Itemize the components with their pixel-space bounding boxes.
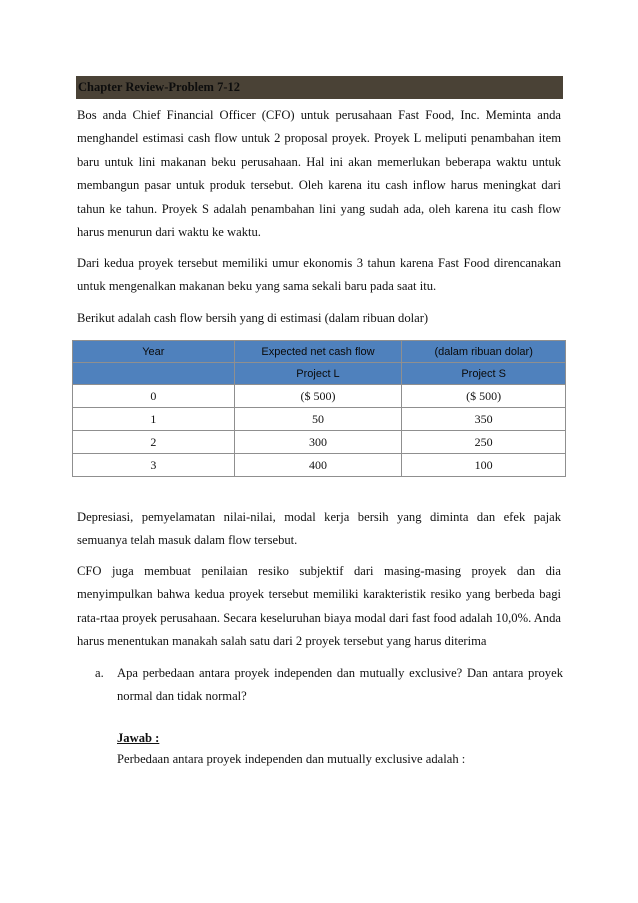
- cell-project-l: 50: [234, 408, 402, 431]
- intro-paragraph: Bos anda Chief Financial Officer (CFO) untuk perusahaan Fast Food, Inc. Meminta anda menghandel estimasi cash flow untuk 2 proposal proyek. Proyek L meliputi penambahan item baru untuk lini makanan beku perusahaan. Hal ini akan memerlukan beberapa waktu untuk membangun pasar untuk produk tersebut. Oleh karena itu cash inflow harus meningkat dari tahun ke tahun. Proyek S adalah penambahan lini yang sudah ada, oleh karena itu cash flow harus menurun dari waktu ke waktu.: [77, 108, 561, 240]
- table-intro-paragraph: Berikut adalah cash flow bersih yang di estimasi (dalam ribuan dolar): [77, 311, 429, 325]
- cell-project-l: ($ 500): [234, 385, 402, 408]
- cell-year: 2: [73, 431, 235, 454]
- header-expected-net-cash-flow: Expected net cash flow: [234, 341, 402, 363]
- cell-project-s: 100: [402, 454, 566, 477]
- table-row: [73, 408, 566, 431]
- answer-text: Perbedaan antara proyek independen dan mutually exclusive adalah :: [117, 752, 466, 766]
- table-row: [73, 385, 566, 408]
- cell-project-l: 300: [234, 431, 402, 454]
- cell-year: 3: [73, 454, 235, 477]
- chapter-heading: Chapter Review-Problem 7-12: [76, 76, 563, 99]
- question-a: [95, 662, 563, 709]
- economic-life-paragraph: Dari kedua proyek tersebut memiliki umur ekonomis 3 tahun karena Fast Food direncanakan untuk mengenalkan makanan beku yang sama sekali baru pada saat itu.: [77, 256, 561, 294]
- cash-flow-table: [72, 340, 566, 477]
- table-subheader-row: [73, 363, 566, 385]
- cell-project-l: 400: [234, 454, 402, 477]
- risk-paragraph: CFO juga membuat penilaian resiko subjektif dari masing-masing proyek dan dia menyimpulkan bahwa kedua proyek tersebut memiliki karakteristik resiko yang berbeda bagi rata-rtaa proyek perusahaan. Secara keseluruhan biaya modal dari fast food adalah 10,0%. Anda harus menentukan manakah salah satu dari 2 proyek tersebut yang harus diterima: [77, 564, 561, 649]
- list-marker: a.: [95, 666, 104, 680]
- depreciation-paragraph: Depresiasi, pemyelamatan nilai-nilai, modal kerja bersih yang diminta dan efek pajak semuanya telah masuk dalam flow tersebut.: [77, 510, 561, 548]
- header-year: Year: [73, 341, 235, 363]
- subheader-project-s: Project S: [402, 363, 566, 385]
- subheader-project-l: Project L: [234, 363, 402, 385]
- question-text: Apa perbedaan antara proyek independen dan mutually exclusive? Dan antara proyek normal dan tidak normal?: [117, 666, 563, 704]
- cell-year: 0: [73, 385, 235, 408]
- header-unit: (dalam ribuan dolar): [402, 341, 566, 363]
- cell-project-s: 250: [402, 431, 566, 454]
- cell-project-s: 350: [402, 408, 566, 431]
- answer-label: Jawab :: [117, 731, 160, 745]
- cell-year: 1: [73, 408, 235, 431]
- subheader-empty: [73, 363, 235, 385]
- table-header-row: [73, 341, 566, 363]
- table-row: [73, 454, 566, 477]
- table-row: [73, 431, 566, 454]
- cell-project-s: ($ 500): [402, 385, 566, 408]
